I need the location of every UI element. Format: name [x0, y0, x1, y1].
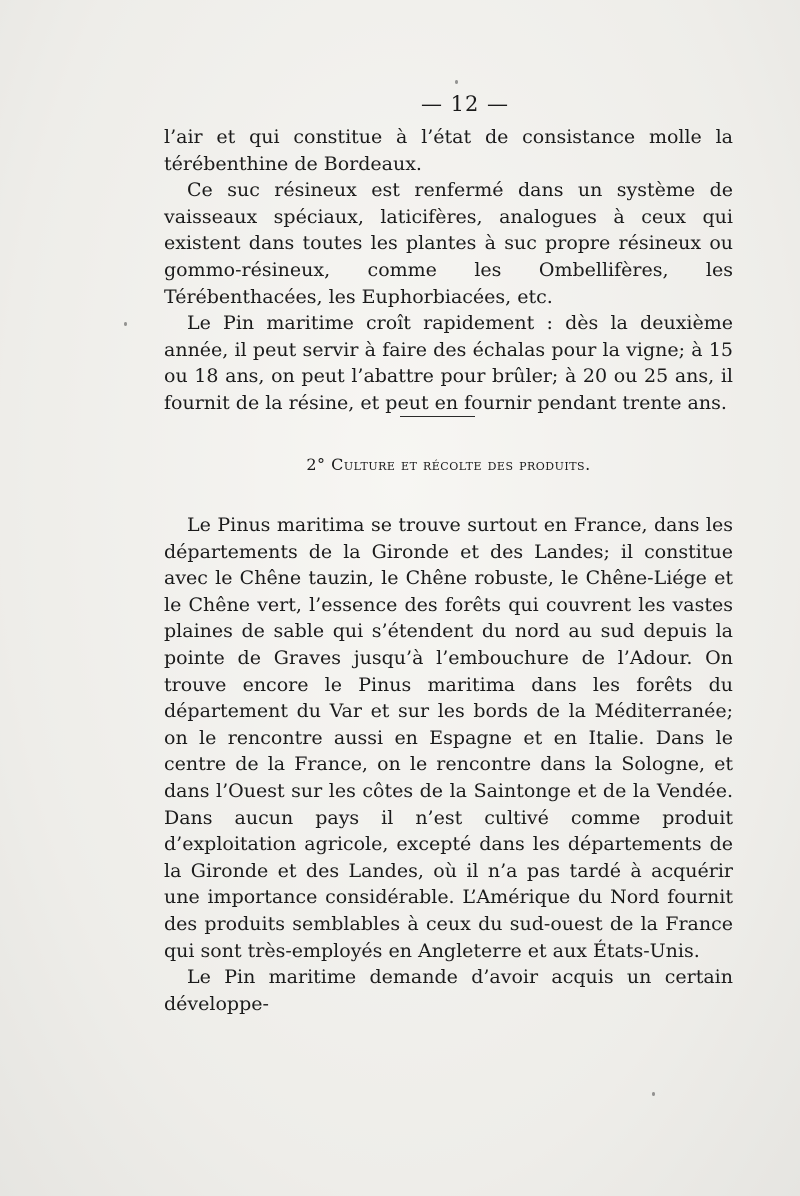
- paper-speck: [455, 80, 458, 84]
- paper-speck: [124, 322, 127, 326]
- paragraph-croissance: Le Pin maritime croît rapidement : dès la deuxième année, il peut servir à faire des échalas pour la vigne; à 15 ou 18 ans, on peut l’abattre pour brûler; à 20 ou 25 ans, il fournit de la résine, et peut en fournir pendant trente ans.: [164, 312, 733, 414]
- text-block-top: [164, 124, 733, 417]
- section-heading: [164, 455, 733, 474]
- page-number: — 12 —: [420, 92, 510, 116]
- section-title: Culture et récolte des produits.: [331, 455, 591, 474]
- paragraph-suc-resineux: Ce suc résineux est renfermé dans un système de vaisseaux spéciaux, laticifères, analogues à ceux qui existent dans toutes les plantes à suc propre résineux ou gommo-résineux, comme les Ombellifères, les Térébenthacées, les Euphorbiacées, etc.: [164, 179, 733, 308]
- paper-speck: [652, 1092, 655, 1096]
- section-divider: [400, 416, 475, 417]
- section-number: 2°: [306, 455, 326, 474]
- paragraph-continuation: l’air et qui constitue à l’état de consistance molle la térébenthine de Bordeaux.: [164, 126, 733, 175]
- paragraph-developpement: Le Pin maritime demande d’avoir acquis un certain développe-: [164, 966, 733, 1015]
- text-block-bottom: [164, 512, 733, 1017]
- paragraph-distribution: Le Pinus maritima se trouve surtout en France, dans les départements de la Gironde et des Landes; il constitue avec le Chêne tauzin, le Chêne robuste, le Chêne-Liége et le Chêne vert, l’essence des forêts qui couvrent les vastes plaines de sable qui s’étendent du nord au sud depuis la pointe de Graves jusqu’à l’embouchure de l’Adour. On trouve encore le Pinus maritima dans les forêts du département du Var et sur les bords de la Méditerranée; on le rencontre aussi en Espagne et en Italie. Dans le centre de la France, on le rencontre dans la Sologne, et dans l’Ouest sur les côtes de la Saintonge et de la Vendée. Dans aucun pays il n’est cultivé comme produit d’exploitation agricole, excepté dans les départements de la Gironde et des Landes, où il n’a pas tardé à acquérir une importance considérable. L’Amérique du Nord fournit des produits semblables à ceux du sud-ouest de la France qui sont très-employés en Angleterre et aux États-Unis.: [164, 514, 733, 962]
